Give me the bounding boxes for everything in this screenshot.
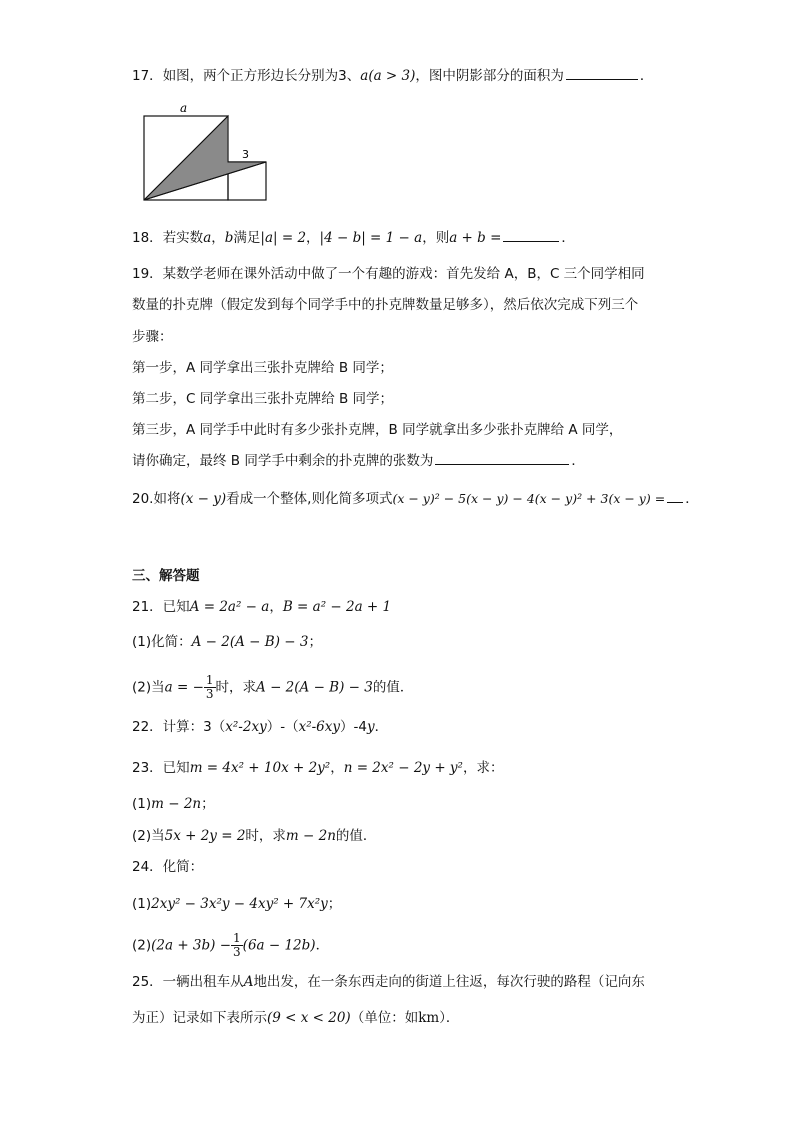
q20-line: 20.如将(x − y)看成一个整体,则化简多项式(x − y)² − 5(x − y) − 4(x − y)² + 3(x − y) = ． bbox=[132, 491, 699, 507]
section-heading: 三、解答题 bbox=[132, 568, 200, 584]
q24-part1: (1)2xy² − 3x²y − 4xy² + 7x²y； bbox=[132, 896, 342, 912]
q19-line-5: 第二步，C 同学拿出三张扑克牌给 B 同学； bbox=[132, 391, 394, 407]
q18-cond1: |a| = 2 bbox=[260, 230, 307, 246]
q19-line-2: 数量的扑克牌（假定发到每个同学手中的扑克牌数量足够多），然后依次完成下列三个 bbox=[132, 297, 639, 313]
two-squares-figure bbox=[140, 100, 270, 204]
q19-line-4: 第一步，A 同学拿出三张扑克牌给 B 同学； bbox=[132, 360, 393, 376]
q19-line-7: 请你确定，最终 B 同学手中剩余的扑克牌的张数为 ． bbox=[132, 453, 585, 469]
q23-part2: (2)当5x + 2y = 2时，求m − 2n的值． bbox=[132, 828, 377, 844]
q19-line-1: 19．某数学老师在课外活动中做了一个有趣的游戏：首先发给 A，B，C 三个同学相同 bbox=[132, 266, 645, 282]
q21-part2: (2)当a = − $\frac{1}{3}$ 时，求A − 2(A − B) − 3的值． bbox=[132, 673, 414, 701]
q25-line-2: 为正）记录如下表所示(9 < x < 20)（单位：如km）． bbox=[132, 1010, 460, 1026]
q17-math: a(a > 3) bbox=[360, 68, 416, 84]
fraction-one-third: $\frac{1}{3}$ bbox=[205, 673, 214, 701]
q17-line: 17．如图，两个正方形边长分别为3、a(a > 3)，图中阴影部分的面积为 ． bbox=[132, 68, 654, 84]
q20-answer-blank[interactable] bbox=[667, 501, 683, 503]
q19-line-3: 步骤： bbox=[132, 329, 173, 345]
q18-line: 18．若实数a，b满足|a| = 2，|4 − b| = 1 − a，则a + b = ． bbox=[132, 230, 575, 246]
q21-line: 21．已知A = 2a² − a，B = a² − 2a + 1 bbox=[132, 599, 392, 615]
q18-cond2: |4 − b| = 1 − a bbox=[319, 230, 423, 246]
q24-line: 24．化简： bbox=[132, 859, 204, 875]
q23-part1: (1)m − 2n； bbox=[132, 796, 215, 812]
q24-part2: (2)(2a + 3b) − $\frac{1}{3}$ (6a − 12b)． bbox=[132, 931, 330, 959]
q21-part1: (1)化简：A − 2(A − B) − 3； bbox=[132, 634, 322, 650]
fig-label-a: a bbox=[180, 101, 188, 115]
q25-line-1: 25．一辆出租车从A地出发，在一条东西走向的街道上往返，每次行驶的路程（记向东 bbox=[132, 974, 645, 990]
fig-label-3: 3 bbox=[242, 148, 249, 161]
q18-answer-blank[interactable] bbox=[503, 240, 559, 242]
q22-line: 22．计算：3（x²-2xy）-（x²-6xy）-4y． bbox=[132, 719, 389, 735]
q19-line-6: 第三步，A 同学手中此时有多少张扑克牌，B 同学就拿出多少张扑克牌给 A 同学， bbox=[132, 422, 623, 438]
q17-answer-blank[interactable] bbox=[566, 78, 638, 80]
q23-line: 23．已知m = 4x² + 10x + 2y²，n = 2x² − 2y + y²，求： bbox=[132, 760, 504, 776]
fraction-one-third: $\frac{1}{3}$ bbox=[233, 931, 241, 959]
q19-answer-blank[interactable] bbox=[435, 463, 569, 465]
q20-polynomial: (x − y)² − 5(x − y) − 4(x − y)² + 3(x − y) = bbox=[392, 491, 666, 506]
